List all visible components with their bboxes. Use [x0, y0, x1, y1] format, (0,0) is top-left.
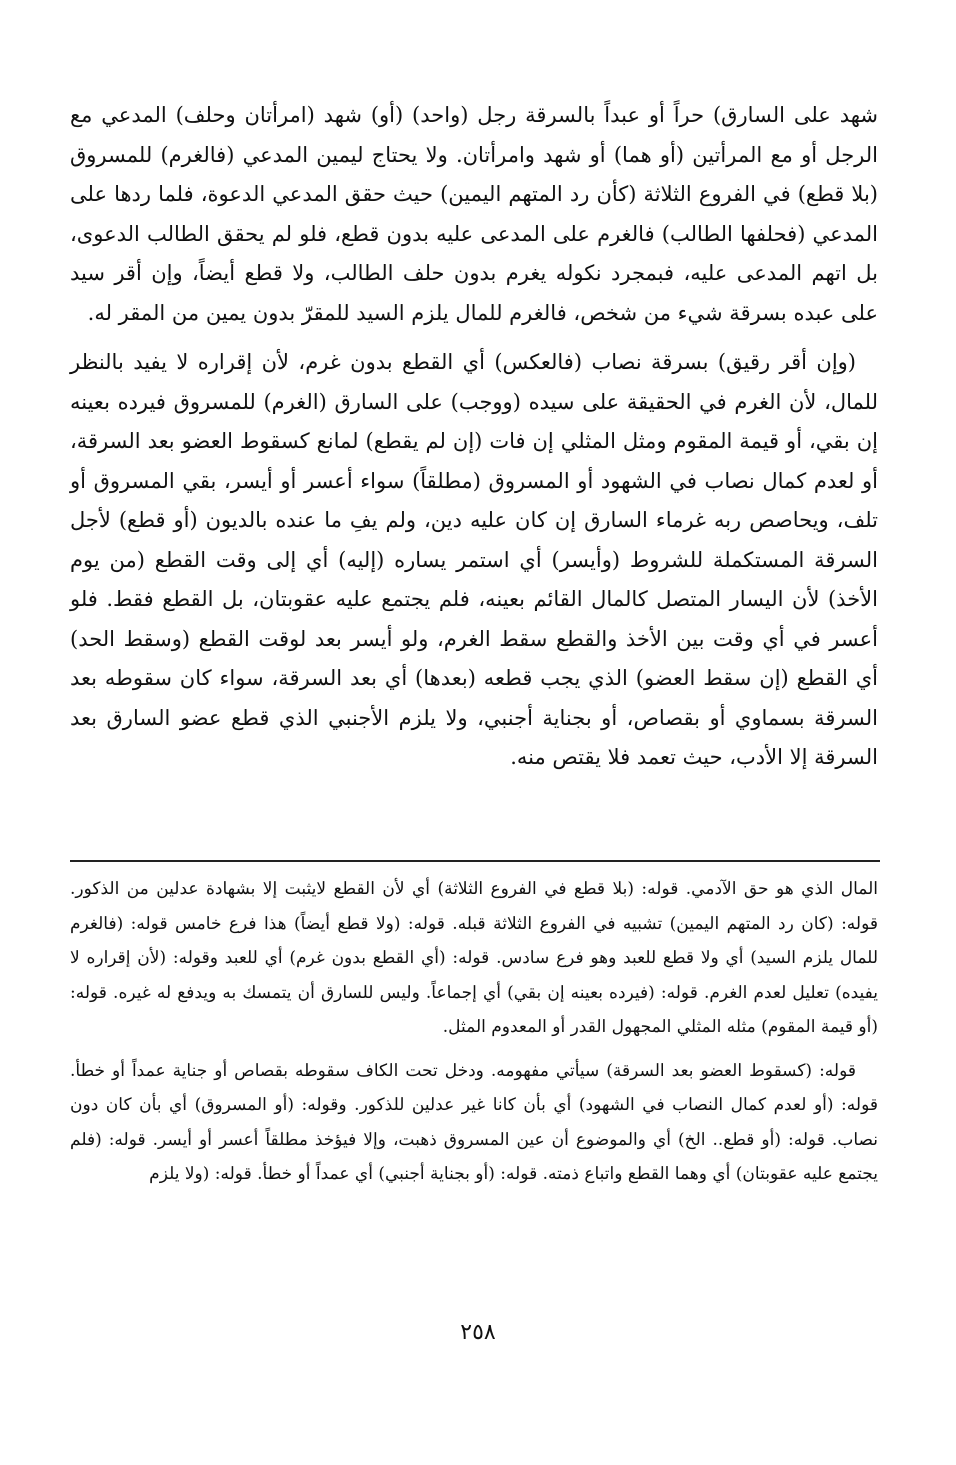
page-number: ٢٥٨: [460, 1320, 496, 1345]
footnotes-section: [70, 872, 878, 1192]
footnote-paragraph-1: المال الذي هو حق الآدمي. قوله: (بلا قطع في الفروع الثلاثة) أي لأن القطع لايثبت إلا بشهادة عدلين من الذكور. قوله: (كان رد المتهم اليمين) تشبيه في الفروع الثلاثة قبله. قوله: (ولا قطع أيضاً) هذا فرع خامس قوله: (فالغرم للمال يلزم السيد) أي ولا قطع للعبد وهو فرع سادس. قوله: (أي القطع بدون غرم) أي للعبد وقوله: (لأن إقراره لا يفيده) تعليل لعدم الغرم. قوله: (فيرده بعينه إن بقي) أي إجماعاً. وليس للسارق أن يتمسك به ويدفع له غيره. قوله: (أو قيمة المقوم) مثله المثلي المجهول القدر أو المعدوم المثل.: [70, 879, 878, 1037]
main-paragraph-2: (وإن أقر رقيق) بسرقة نصاب (فالعكس) أي القطع بدون غرم، لأن إقراره لا يفيد بالنظر للمال، لأن الغرم في الحقيقة على سيده (ووجب) على السارق (الغرم) للمسروق فيرده بعينه إن بقي، أو قيمة المقوم ومثل المثلي إن فات (إن لم يقطع) لمانع كسقوط العضو بعد السرقة، أو لعدم كمال نصاب في الشهود أو المسروق (مطلقاً) سواء أعسر أو أيسر، بقي المسروق أو تلف، ويحاصص ربه غرماء السارق إن كان عليه دين، ولم يفِ ما عنده بالديون (أو قطع) لأجل السرقة المستكملة للشروط (وأيسر) أي استمر يساره (إليه) أي إلى وقت القطع (من يوم الأخذ) لأن اليسار المتصل كالمال القائم بعينه، فلم يجتمع عليه عقوبتان، بل القطع فقط. فلو أعسر في أي وقت بين الأخذ والقطع سقط الغرم، ولو أيسر بعد لوقت القطع (وسقط الحد) أي القطع (إن سقط العضو) الذي يجب قطعه (بعدها) أي بعد السرقة، سواء كان سقوطه بعد السرقة بسماوي أو بقصاص، أو بجناية أجنبي، ولا يلزم الأجنبي الذي قطع عضو السارق بعد السرقة إلا الأدب، حيث تعمد فلا يقتص منه.: [70, 350, 878, 769]
footnote-paragraph-2: قوله: (كسقوط العضو بعد السرقة) سيأتي مفهومه. ودخل تحت الكاف سقوطه بقصاص أو جناية عمداً أو خطأ. قوله: (أو لعدم كمال النصاب في الشهود) أي بأن كانا غير عدلين للذكور. وقوله: (أو المسروق) أي بأن كان دون نصاب. قوله: (أو قطع.. الخ) أي والموضوع أن عين المسروق ذهبت، وإلا فيؤخذ مطلقاً أعسر أو أيسر. قوله: (فلم يجتمع عليه عقوبتان) أي وهما القطع واتباع ذمته. قوله: (أو بجناية أجنبي) أي عمداً أو خطأ. قوله: (ولا يلزم: [70, 1060, 878, 1184]
footnote-separator-line: [70, 860, 880, 862]
main-paragraph-1: شهد على السارق) حراً أو عبداً بالسرقة رجل (واحد) (أو) شهد (امرأتان وحلف) المدعي مع الرجل أو مع المرأتين (أو هما) أو شهد وامرأتان. ولا يحتاج ليمين المدعي (فالغرم) للمسروق (بلا قطع) في الفروع الثلاثة (كأن رد المتهم اليمين) حيث حقق المدعي الدعوة، فلما ردها على المدعي (فحلفها الطالب) فالغرم على المدعى عليه بدون قطع، فلو لم يحقق الطالب الدعوى، بل اتهم المدعى عليه، فبمجرد نكوله يغرم بدون حلف الطالب، ولا قطع أيضاً، وإن أقر سيد على عبده بسرقة شيء من شخص، فالغرم للمال يلزم السيد للمقرّ بدون يمين من المقر له.: [70, 103, 878, 325]
main-text-body: [70, 96, 878, 778]
